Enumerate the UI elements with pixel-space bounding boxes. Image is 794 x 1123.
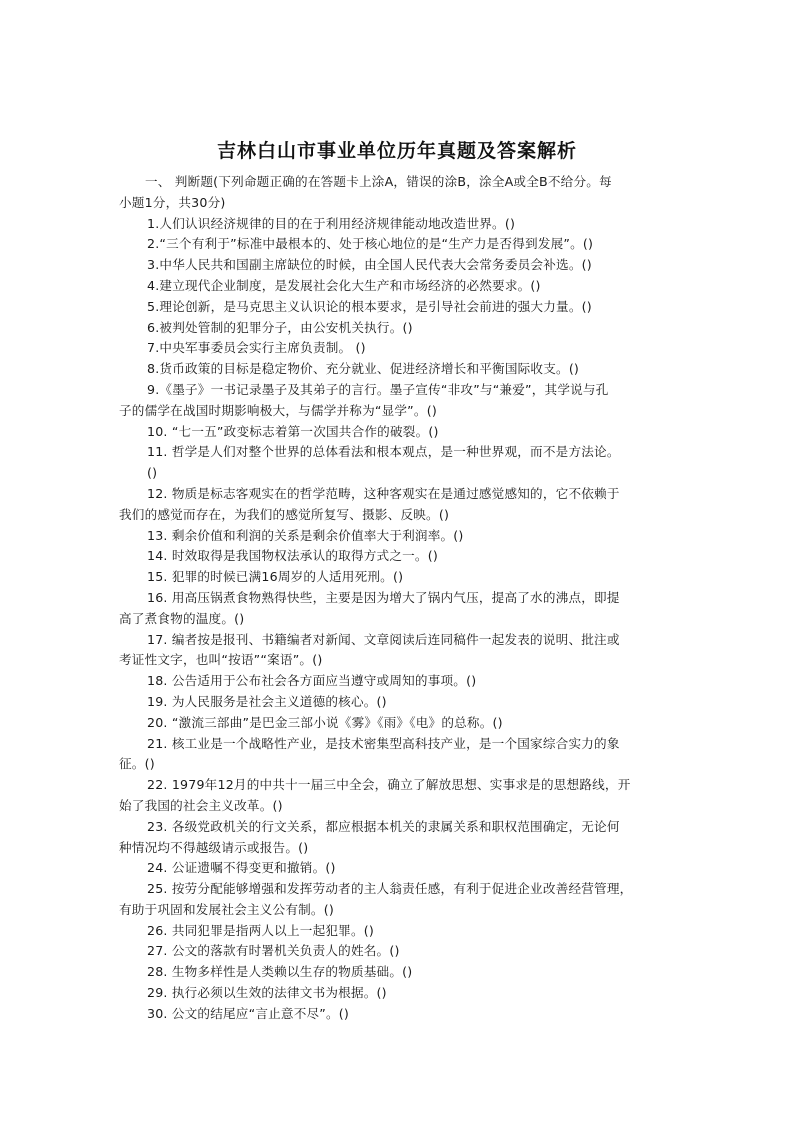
text-line: 一、 判断题(下列命题正确的在答题卡上涂A，错误的涂B，涂全A或全B不给分。每 — [145, 174, 612, 189]
text-line: 15. 犯罪的时候已满16周岁的人适用死刑。() — [147, 569, 404, 585]
text-line: 25. 按劳分配能够增强和发挥劳动者的主人翁责任感，有利于促进企业改善经营管理， — [147, 881, 633, 897]
text-line: 有助于巩固和发展社会主义公有制。() — [119, 901, 334, 917]
text-line: 12. 物质是标志客观实在的哲学范畴，这种客观实在是通过感觉感知的，它不依赖于 — [147, 485, 620, 501]
text-line: 子的儒学在战国时期影响极大，与儒学并称为“显学”。() — [119, 402, 437, 418]
text-line: 23. 各级党政机关的行文关系，都应根据本机关的隶属关系和职权范围确定，无论何 — [147, 818, 620, 834]
text-line: 21. 核工业是一个战略性产业，是技术密集型高科技产业，是一个国家综合实力的象 — [147, 735, 620, 751]
text-line: 6.被判处管制的犯罪分子，由公安机关执行。() — [147, 319, 413, 335]
text-line: 26. 共同犯罪是指两人以上一起犯罪。() — [147, 922, 374, 938]
document-title: 吉林白山市事业单位历年真题及答案解析 — [216, 140, 577, 162]
text-line: 3.中华人民共和国副主席缺位的时候，由全国人民代表大会常务委员会补选。() — [147, 257, 592, 273]
text-line: 9.《墨子》一书记录墨子及其弟子的言行。墨子宣传“非攻”与“兼爱”，其学说与孔 — [147, 381, 609, 397]
text-line: 24. 公证遗嘱不得变更和撤销。() — [147, 860, 336, 876]
text-line: 11. 哲学是人们对整个世界的总体看法和根本观点，是一种世界观，而不是方法论。 — [147, 444, 620, 460]
text-line: 考证性文字，也叫“按语”“案语”。() — [119, 652, 323, 668]
text-line: 高了煮食物的温度。() — [119, 610, 245, 626]
text-line: 13. 剩余价值和利润的关系是剩余价值率大于利润率。() — [147, 527, 464, 543]
text-line: 10. “七一五”政变标志着第一次国共合作的破裂。() — [147, 423, 439, 439]
text-line: 4.建立现代企业制度，是发展社会化大生产和市场经济的必然要求。() — [147, 277, 541, 293]
text-line: 28. 生物多样性是人类赖以生存的物质基础。() — [147, 964, 413, 980]
text-line: 27. 公文的落款有时署机关负责人的姓名。() — [147, 943, 400, 959]
text-line: 小题1分，共30分) — [119, 194, 226, 210]
text-line: 30. 公文的结尾应“言止意不尽”。() — [147, 1005, 350, 1021]
text-line: 14. 时效取得是我国物权法承认的取得方式之一。() — [147, 548, 438, 564]
text-line: () — [147, 465, 158, 481]
text-line: 18. 公告适用于公布社会各方面应当遵守或周知的事项。() — [147, 673, 477, 689]
text-line: 1.人们认识经济规律的目的在于利用经济规律能动地改造世界。() — [147, 215, 516, 231]
text-line: 种情况均不得越级请示或报告。() — [119, 839, 309, 855]
text-line: 29. 执行必须以生效的法律文书为根据。() — [147, 985, 387, 1001]
text-line: 2.“三个有利于”标准中最根本的、处于核心地位的是“生产力是否得到发展”。() — [147, 236, 594, 252]
document-body — [119, 172, 679, 1025]
text-line: 7.中央军事委员会实行主席负责制。 () — [147, 340, 366, 356]
text-line: 5.理论创新，是马克思主义认识论的根本要求，是引导社会前进的强大力量。() — [147, 298, 592, 314]
text-line: 16. 用高压锅煮食物熟得快些，主要是因为增大了锅内气压，提高了水的沸点，即提 — [147, 589, 620, 605]
text-line: 19. 为人民服务是社会主义道德的核心。() — [147, 693, 387, 709]
text-line: 20. “激流三部曲”是巴金三部小说《雾》《雨》《电》的总称。() — [147, 714, 503, 730]
text-line: 我们的感觉而存在，为我们的感觉所复写、摄影、反映。() — [119, 506, 450, 522]
text-line: 8.货币政策的目标是稳定物价、充分就业、促进经济增长和平衡国际收支。() — [147, 361, 580, 377]
text-line: 征。() — [119, 756, 155, 772]
text-line: 17. 编者按是报刊、书籍编者对新闻、文章阅读后连同稿件一起发表的说明、批注或 — [147, 631, 620, 647]
text-line: 22. 1979年12月的中共十一届三中全会，确立了解放思想、实事求是的思想路线，开 — [147, 777, 631, 793]
text-line: 始了我国的社会主义改革。() — [119, 797, 283, 813]
